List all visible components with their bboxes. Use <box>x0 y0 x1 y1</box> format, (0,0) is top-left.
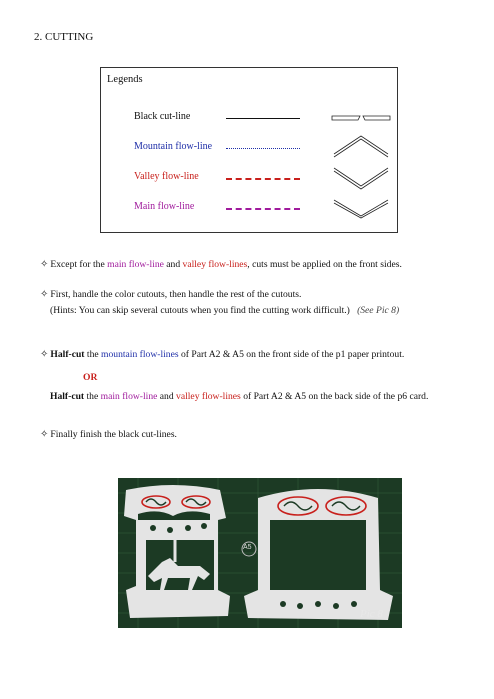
instruction-half-cut-mountain: ✧ Half-cut the mountain flow-lines of Part A2 & A5 on the front side of the p1 paper printout. <box>40 349 405 360</box>
legend-label-main: Main flow-line <box>134 201 195 212</box>
cutting-mat-photo <box>118 478 402 628</box>
or-label: OR <box>83 372 98 383</box>
diamond-bullet-icon: ✧ <box>40 259 49 270</box>
diamond-bullet-icon: ✧ <box>40 349 49 360</box>
mountain-line-sample <box>226 148 300 149</box>
valley-line-sample <box>226 178 300 180</box>
instruction-front-cuts: ✧ Except for the main flow-line and valley flow-lines, cuts must be applied on the front sides. <box>40 259 402 270</box>
black-cut-line-sample <box>226 118 300 119</box>
legend-heading: Legends <box>107 74 143 85</box>
hint-line: (Hints: You can skip several cutouts when you find the cutting work difficult.) (See Pic 8) <box>50 305 400 316</box>
legend-label-valley: Valley flow-line <box>134 171 199 182</box>
pic-8-photo <box>118 478 402 628</box>
instruction-finish-black-cuts: ✧ Finally finish the black cut-lines. <box>40 429 177 440</box>
section-title: 2. CUTTING <box>34 31 94 43</box>
pic-8-label: Pic 8 <box>360 608 383 620</box>
instruction-color-cutouts: ✧ First, handle the color cutouts, then handle the rest of the cutouts. <box>40 289 302 300</box>
instruction-half-cut-main-valley: Half-cut the main flow-line and valley flow-lines of Part A2 & A5 on the back side of the p6 card. <box>50 391 429 402</box>
see-pic-reference: (See Pic 8) <box>357 305 400 316</box>
legend-label-mountain: Mountain flow-line <box>134 141 213 152</box>
main-fold-illustration <box>334 200 388 218</box>
legend-label-black-cut: Black cut-line <box>134 111 191 122</box>
fold-illustrations <box>330 110 392 220</box>
main-line-sample <box>226 208 300 210</box>
diamond-bullet-icon: ✧ <box>40 429 49 440</box>
valley-fold-illustration <box>334 168 388 189</box>
mountain-fold-illustration <box>334 136 388 157</box>
diamond-bullet-icon: ✧ <box>40 289 49 300</box>
part-label-a5: A5 <box>243 544 252 551</box>
cut-line-illustration <box>332 116 390 120</box>
